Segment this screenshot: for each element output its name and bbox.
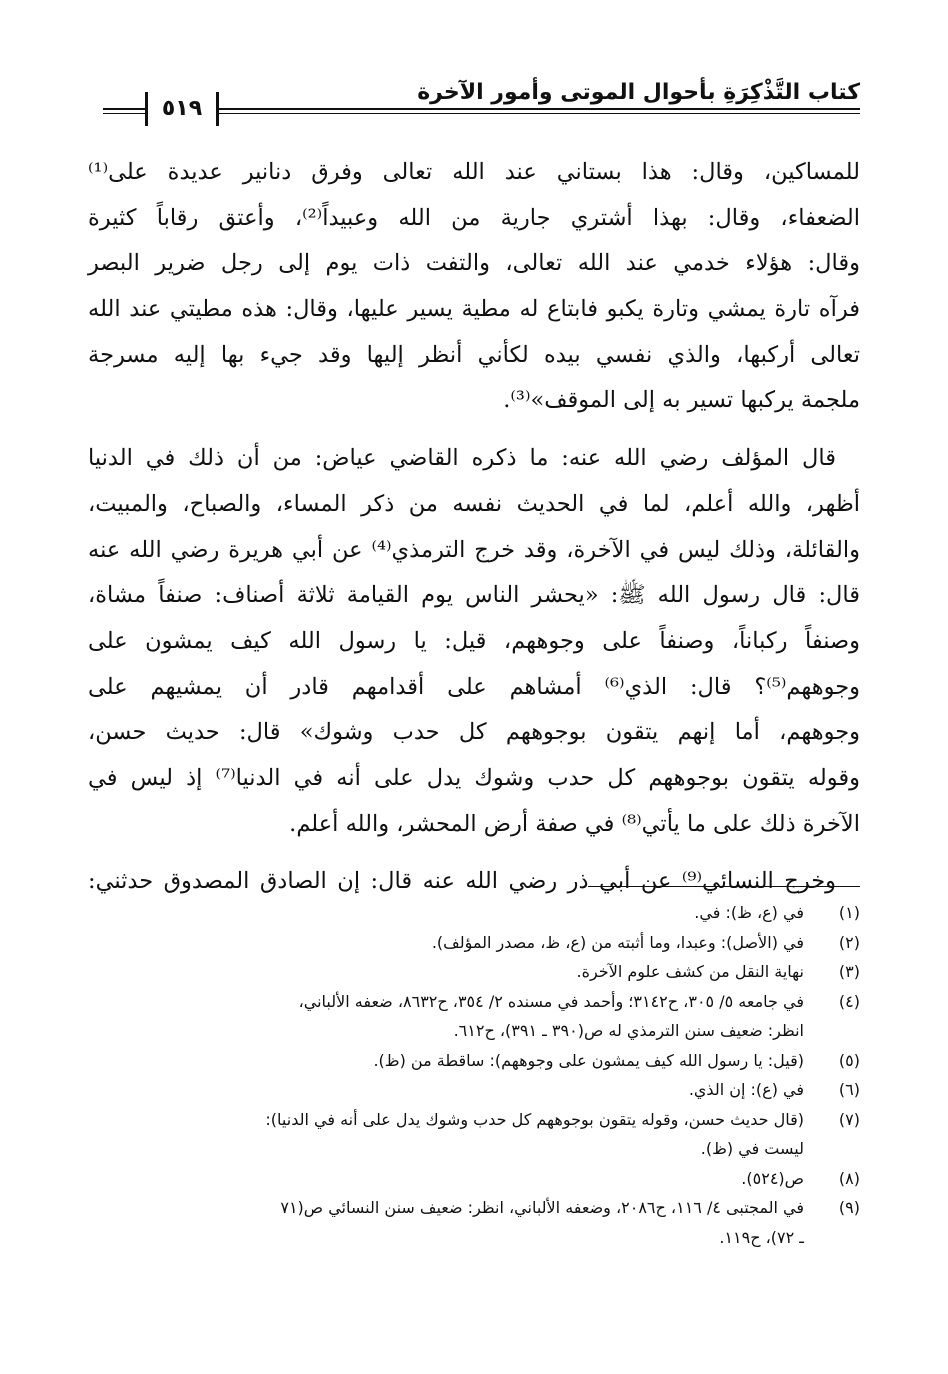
footnote [88, 1046, 860, 1076]
footnote [88, 1105, 860, 1164]
running-title: كتاب التَّذْكِرَةِ بأحوال الموتى وأمور الآخرة [417, 80, 860, 105]
body-line: وقال: هؤلاء خدمي عند الله تعالى، والتفت ذات يوم إلى رجل ضرير البصر [88, 250, 860, 277]
footnote-number: (٧) [838, 1109, 860, 1129]
footnote-text: في جامعه ٥/ ٣٠٥، ح٣١٤٢؛ وأحمد في مسنده ٢/ ٣٥٤، ح٨٦٣٢، ضعفه الألباني، [298, 991, 804, 1011]
body-line: وجوههم، أما إنهم يتقون بوجوههم كل حدب وشوك» قال: حديث حسن، [88, 719, 860, 746]
body-line: وقوله يتقون بوجوههم كل حدب وشوك يدل على أنه في الدنيا⁽⁷⁾ إذ ليس في [88, 764, 861, 791]
body-line: فرآه تارة يمشي وتارة يكبو فابتاع له مطية يسير عليها، وقال: هذه مطيتي عند الله [88, 296, 860, 323]
footnote-separator [588, 886, 860, 887]
body-line: قال: قال رسول الله ﷺ: «يحشر الناس يوم القيامة ثلاثة أصناف: صنفاً مشاة، [88, 582, 860, 609]
footnote-number: (٢) [838, 932, 860, 952]
body-text [88, 150, 860, 905]
footnote-number: (٨) [838, 1168, 860, 1188]
body-line: للمساكين، وقال: هذا بستاني عند الله تعالى وفرق دنانير عديدة على⁽¹⁾ [88, 159, 860, 185]
body-line: ملجمة يركبها تسير به إلى الموقف»⁽³⁾. [503, 387, 860, 414]
footnote-number: (٥) [838, 1050, 860, 1070]
footnotes [88, 898, 860, 1252]
footnote-text: انظر: ضعيف سنن الترمذي له ص(٣٩٠ ـ ٣٩١)، ح٦١٢. [453, 1021, 804, 1040]
footnote-text: في (ع): إن الذي. [688, 1080, 804, 1099]
body-line: قال المؤلف رضي الله عنه: ما ذكره القاضي عياض: من أن ذلك في الدنيا [88, 445, 836, 472]
footnote-text: (قال حديث حسن، وقوله يتقون بوجوههم كل حدب وشوك يدل على أنه في الدنيا): [265, 1109, 804, 1129]
page-number: ٥١٩ [145, 92, 219, 126]
footnote-number: (٦) [838, 1080, 860, 1099]
footnote-number: (١) [838, 903, 860, 922]
body-line: أظهر، والله أعلم، لما في الحديث نفسه من ذكر المساء، والصباح، والمبيت، [88, 490, 860, 517]
footnote [88, 928, 860, 958]
footnote [88, 1164, 860, 1194]
footnote-text: في (الأصل): وعبدا، وما أثبته من (ع، ظ، مصدر المؤلف). [431, 932, 804, 952]
footnote [88, 987, 860, 1046]
footnote-text: ص(٥٢٤). [741, 1168, 804, 1188]
footnote [88, 957, 860, 987]
body-line: وصنفاً ركباناً، وصنفاً على وجوههم، قيل: يا رسول الله كيف يمشون على [88, 627, 860, 654]
footnote-text: في (ع، ظ): في. [694, 903, 804, 922]
footnote-number: (٣) [838, 962, 860, 981]
footnote-text: (قيل: يا رسول الله كيف يمشون على وجوههم): ساقطة من (ظ). [373, 1050, 804, 1070]
body-line: الضعفاء، وقال: بهذا أشتري جارية من الله وعبيداً⁽²⁾، وأعتق رقاباً كثيرة [88, 204, 860, 231]
body-line: وخرج النسائي⁽⁹⁾ عن أبي ذر رضي الله عنه قال: إن الصادق المصدوق حدثني: [88, 868, 837, 895]
footnote-text: نهاية النقل من كشف علوم الآخرة. [576, 962, 804, 981]
footnote-number: (٤) [838, 991, 860, 1011]
footnote-text: في المجتبى ٤/ ١١٦، ح٢٠٨٦، وضعفه الألباني، انظر: ضعيف سنن النسائي ص(٧١ [280, 1198, 804, 1217]
footnote-number: (٩) [838, 1198, 860, 1217]
footnote-text: ـ ٧٢)، ح١١٩. [719, 1227, 804, 1247]
body-line: الآخرة ذلك على ما يأتي⁽⁸⁾ في صفة أرض المحشر، والله أعلم. [289, 810, 860, 837]
footnote [88, 1075, 860, 1105]
footnote [88, 898, 860, 928]
body-line: تعالى أركبها، والذي نفسي بيده لكأني أنظر إليها وقد جيء بها إليه مسرجة [88, 341, 860, 368]
footnote [88, 1193, 860, 1252]
body-line: وجوههم⁽⁵⁾؟ قال: الذي⁽⁶⁾ أمشاهم على أقدامهم قادر أن يمشيهم على [88, 673, 860, 700]
body-line: والقائلة، وذلك ليس في الآخرة، وقد خرج الترمذي⁽⁴⁾ عن أبي هريرة رضي الله عنه [88, 536, 860, 563]
footnote-text: ليست في (ظ). [700, 1139, 804, 1158]
